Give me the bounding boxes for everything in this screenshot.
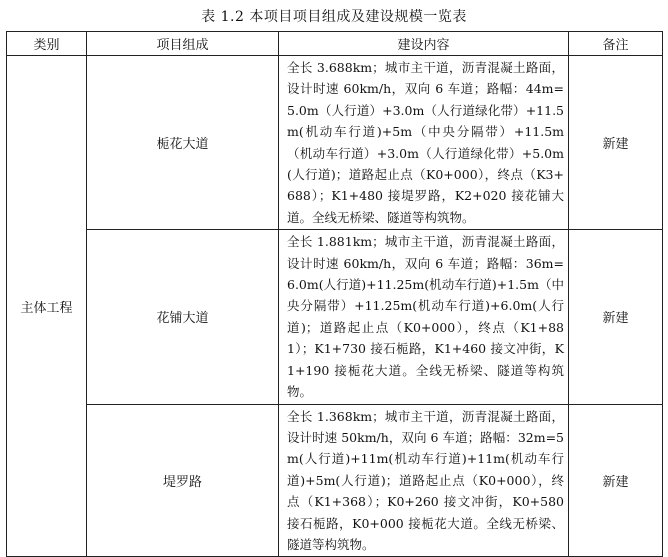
header-component: 项目组成: [87, 32, 279, 56]
header-content: 建设内容: [279, 32, 569, 56]
remark-cell: 新建: [569, 230, 663, 404]
construction-content: 全长 1.881km；城市主干道，沥青混凝土路面，设计时速 60km/h，双向 6 车道；路幅：36m=6.0m(人行道)+11.25m(机动车行道)+1.5m（中央分隔带）+11.25m(机动车行道)+6.0m(人行道)；道路起止点（K0+000），终点（K1+881）；K1+730 接石栀路，K1+460 接文冲街，K1+190 接栀花大道。全线无桥梁、隧道等构筑物。: [279, 230, 569, 404]
component-name: 堤罗路: [87, 404, 279, 557]
table-row: [7, 404, 663, 557]
construction-content: 全长 3.688km；城市主干道，沥青混凝土路面，设计时速 60km/h，双向 6 车道；路幅：44m=5.0m（人行道）+3.0m（人行道绿化带）+11.5m(机动车行道)+5m（中央分隔带）+11.5m（机动车行道）+3.0m（人行道绿化带）+5.0m(人行道)；道路起止点（K0+000），终点（K3+688）；K1+480 接堤罗路，K2+020 接花铺大道。全线无桥梁、隧道等构筑物。: [279, 56, 569, 230]
header-category: 类别: [7, 32, 87, 56]
category-cell: 主体工程: [7, 56, 87, 557]
table-title: 表 1.2 本项目项目组成及建设规模一览表: [201, 9, 467, 25]
table-row: [7, 56, 663, 230]
component-name: 栀花大道: [87, 56, 279, 230]
project-composition-table: [6, 31, 663, 557]
remark-cell: 新建: [569, 56, 663, 230]
component-name: 花铺大道: [87, 230, 279, 404]
header-remark: 备注: [569, 32, 663, 56]
construction-content: 全长 1.368km；城市主干道，沥青混凝土路面，设计时速 50km/h，双向 6 车道；路幅：32m=5m(人行道)+11m(机动车行道)+11m(机动车行道)+5m(人行道)；道路起止点（K0+000），终点（K1+368）；K0+260 接文冲街，K0+580 接石栀路，K0+000 接栀花大道。全线无桥梁、隧道等构筑物。: [279, 404, 569, 557]
table-header-row: [7, 32, 663, 56]
table-row: [7, 230, 663, 404]
remark-cell: 新建: [569, 404, 663, 557]
